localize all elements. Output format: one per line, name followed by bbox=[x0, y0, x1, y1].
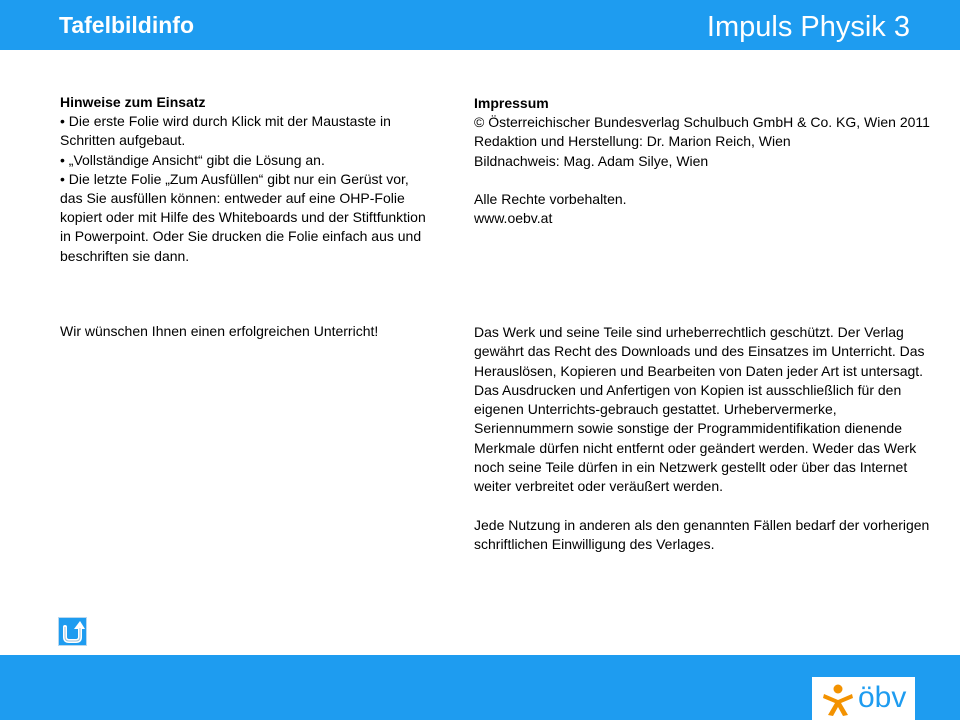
logo-text: öbv bbox=[858, 681, 907, 714]
usage-note-1: • Die erste Folie wird durch Klick mit der Maustaste in Schritten aufgebaut. bbox=[60, 113, 391, 149]
imprint-editorial: Redaktion und Herstellung: Dr. Marion Reich, Wien bbox=[474, 133, 791, 150]
book-title: Impuls Physik 3 bbox=[706, 11, 910, 43]
usage-note-3: • Die letzte Folie „Zum Ausfüllen“ gibt nur ein Gerüst vor, das Sie ausfüllen können: entweder auf eine OHP-Folie kopiert oder mit Hilfe des Whiteboards und der Stiftfunktion in Powerpoint. Oder Sie drucken die Folie einfach aus und beschriften sie dann. bbox=[60, 170, 426, 264]
slide-title: Tafelbildinfo bbox=[59, 12, 195, 38]
header-bar bbox=[0, 0, 960, 50]
imprint-images: Bildnachweis: Mag. Adam Silye, Wien bbox=[474, 152, 709, 169]
return-arrow-icon bbox=[59, 618, 86, 645]
legal-notice bbox=[474, 323, 934, 554]
imprint-copyright: © Österreichischer Bundesverlag Schulbuch GmbH & Co. KG, Wien 2011 bbox=[474, 114, 930, 131]
imprint-heading: Impressum bbox=[474, 95, 549, 111]
closing-wish: Wir wünschen Ihnen einen erfolgreichen Unterricht! bbox=[60, 323, 379, 339]
publisher-logo bbox=[812, 677, 915, 720]
usage-notes-heading: Hinweise zum Einsatz bbox=[60, 94, 206, 110]
imprint-website: www.oebv.at bbox=[474, 210, 553, 227]
imprint-rights: Alle Rechte vorbehalten. bbox=[474, 190, 627, 207]
legal-paragraph-2: Jede Nutzung in anderen als den genannten Fällen bedarf der vorherigen schriftlichen Einwilligung des Verlages. bbox=[474, 516, 930, 552]
legal-paragraph-1: Das Werk und seine Teile sind urheberrechtlich geschützt. Der Verlag gewährt das Recht des Downloads und des Einsatzes im Unterricht. Das Herauslösen, Kopieren und Bearbeiten von Daten jeder Art ist untersagt. Das Ausdrucken und Anfertigen von Kopien ist ausschließlich für den eigenen Unterrichts-gebrauch gestattet. Urhebervermerke, Seriennummern sowie sonstige der Programmidentifikation dienende Merkmale dürfen nicht entfernt oder geändert werden. Weder das Werk noch seine Teile dürfen in ein Netzwerk gestellt oder über das Internet weiter verbreitet oder veräußert werden. bbox=[474, 324, 925, 495]
oebv-figure-icon bbox=[820, 683, 856, 717]
usage-note-2: • „Vollständige Ansicht“ gibt die Lösung an. bbox=[60, 151, 325, 168]
usage-notes bbox=[60, 93, 430, 266]
imprint bbox=[474, 94, 934, 228]
back-button[interactable] bbox=[58, 617, 87, 646]
